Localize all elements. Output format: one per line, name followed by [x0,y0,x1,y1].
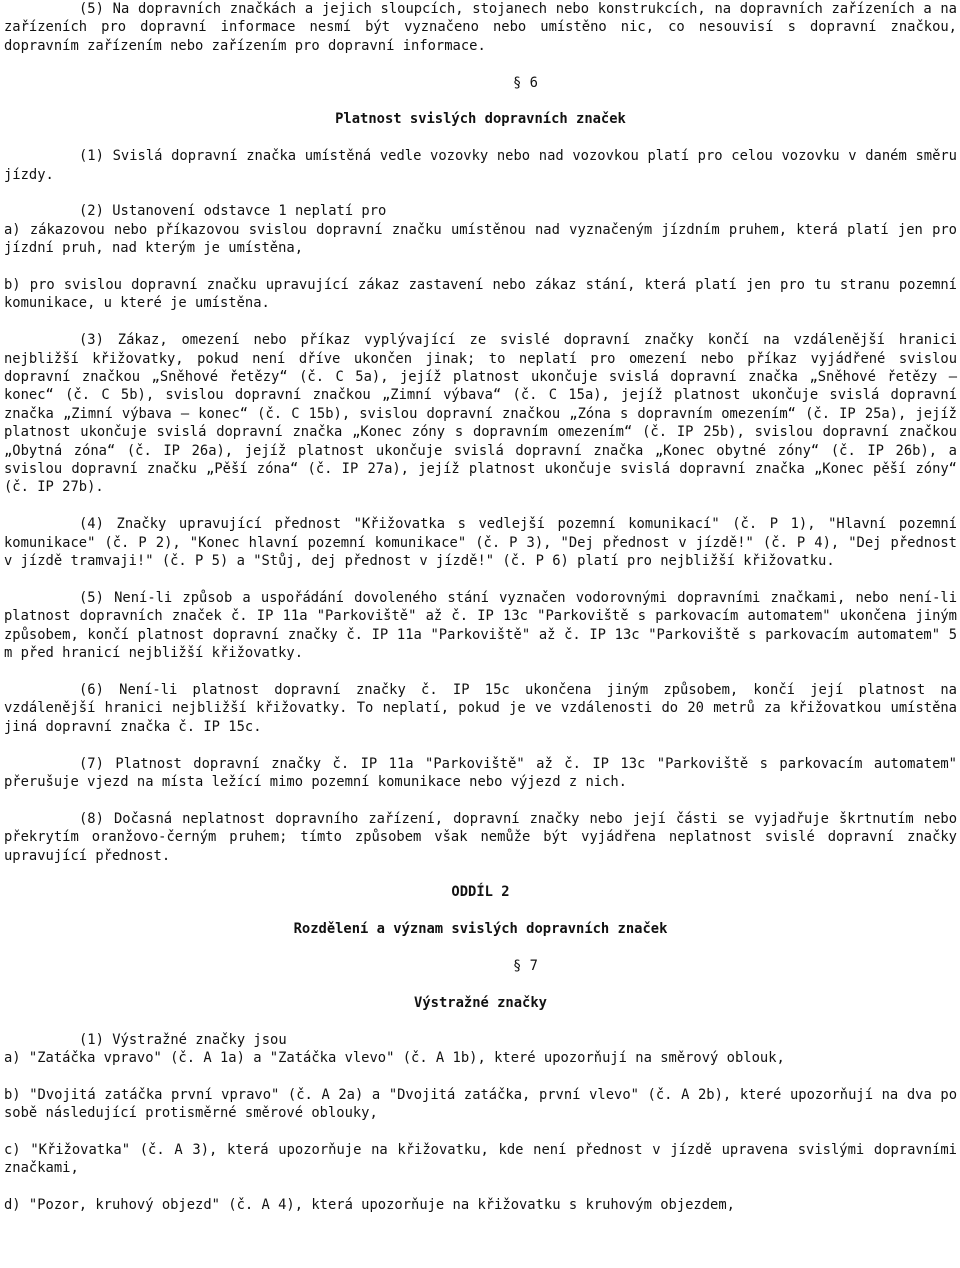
paragraph-5-top: (5) Na dopravních značkách a jejich sloupcích, stojanech nebo konstrukcích, na dopravních zařízeních a na zařízeních pro dopravní informace nesmí být vyznačeno nebo umístěno nic, co nesouvisí s dopravní značkou, dopravním zařízením nebo zařízením pro dopravní informace. [4,1,957,54]
spacer [4,570,957,588]
section-6-paragraph-8: (8) Dočasná neplatnost dopravního zařízení, dopravní značky nebo její části se vyjadřuje škrtnutím nebo překrytím oranžovo-černým pruhem; tímto způsobem však nemůže být vyjádřena neplatnost svislé dopravní značky upravující přednost. [4,810,957,864]
spacer [4,258,957,276]
section-6-paragraph-6: (6) Není-li platnost dopravní značky č. IP 15c ukončena jiným způsobem, končí její platnost na vzdálenější hranici nejbližší křižovatky. To neplatí, pokud je ve vzdálenosti do 20 metrů za křižovatkou umístěna jiná dopravní značka č. IP 15c. [4,681,957,735]
section-7-item-d: d) "Pozor, kruhový objezd" (č. A 4), která upozorňuje na křižovatku s kruhovým objezdem, [4,1197,735,1214]
spacer [4,1178,957,1196]
spacer [4,1067,957,1085]
spacer [4,663,957,681]
spacer [4,791,957,809]
division-2-title: Rozdělení a význam svislých dopravních značek [293,921,668,938]
spacer [4,1123,957,1141]
section-7-paragraph-1-intro: (1) Výstražné značky jsou [79,1031,287,1048]
spacer [4,736,957,754]
section-7-item-c: c) "Křižovatka" (č. A 3), která upozorňuje na křižovatku, kde není přednost v jízdě upravena svislými dopravními značkami, [4,1141,957,1177]
spacer [4,313,957,331]
section-6-paragraph-4: (4) Značky upravující přednost "Křižovatka s vedlejší pozemní komunikací" (č. P 1), "Hlavní pozemní komunikace" (č. P 2), "Konec hlavní pozemní komunikace" (č. P 3), "Dej přednost v jízdě!" (č. P 4), "Dej přednost v jízdě tramvaji!" (č. P 5) a "Stůj, dej přednost v jízdě!" (č. P 6) platí pro nejbližší křižovatku. [4,516,957,570]
spacer [4,902,957,920]
section-7-title: Výstražné značky [414,994,547,1011]
spacer [4,865,957,883]
section-7-item-a: a) "Zatáčka vpravo" (č. A 1a) a "Zatáčka vlevo" (č. A 1b), které upozorňují na směrový oblouk, [4,1049,785,1066]
section-6-paragraph-3: (3) Zákaz, omezení nebo příkaz vyplývající ze svislé dopravní značky končí na vzdálenější hranici nejbližší křižovatky, pokud není dříve ukončen jinak; to neplatí pro omezení nebo příkaz vyjádřené svislou dopravní značkou „Sněhové řetězy“ (č. C 5a), jejíž platnost ukončuje svislá dopravní značka „Sněhové řetězy – konec“ (č. C 5b), svislou dopravní značkou „Zimní výbava“ (č. C 15a), jejíž platnost ukončuje svislá dopravní značka „Zimní výbava – konec“ (č. C 15b), svislou dopravní značkou „Zóna s dopravním omezením“ (č. IP 25a), jejíž platnost ukončuje svislá dopravní značka „Konec zóny s dopravním omezením“ (č. IP 25b), svislou dopravní značkou „Obytná zóna“ (č. IP 26a), jejíž platnost ukončuje svislá dopravní značka „Konec obytné zóny“ (č. IP 26b), a svislou dopravní značku „Pěší zóna“ (č. IP 27a), jejíž platnost ukončuje svislá dopravní značka „Konec pěší zóny“ (č. IP 27b). [4,332,957,496]
section-6-mark: § 6 [513,74,538,91]
spacer [4,55,957,73]
section-6-paragraph-2-intro: (2) Ustanovení odstavce 1 neplatí pro [79,203,387,220]
spacer [4,497,957,515]
section-6-paragraph-7: (7) Platnost dopravní značky č. IP 11a "Parkoviště" až č. IP 13c "Parkoviště s parkovacím automatem" přerušuje vjezd na místa ležící mimo pozemní komunikace nebo výjezd z nich. [4,755,957,790]
spacer [4,1012,957,1030]
section-7-mark: § 7 [513,957,538,974]
section-6-paragraph-2-item-b: b) pro svislou dopravní značku upravující zákaz zastavení nebo zákaz stání, která platí jen pro tu stranu pozemní komunikace, u které je umístěna. [4,277,957,312]
section-6-paragraph-5: (5) Není-li způsob a uspořádání dovoleného stání vyznačen vodorovnými dopravními značkami, nebo není-li platnost dopravních značek č. IP 11a "Parkoviště" až č. IP 13c "Parkoviště s parkovacím automatem" ukončena jiným způsobem, končí platnost dopravní značky č. IP 11a "Parkoviště" až č. IP 13c "Parkoviště s parkovacím automatem" 5 m před hranicí nejbližší křižovatky. [4,589,957,662]
spacer [4,129,957,147]
spacer [4,184,957,202]
section-6-paragraph-1: (1) Svislá dopravní značka umístěná vedle vozovky nebo nad vozovkou platí pro celou vozovku v daném směru jízdy. [4,148,957,183]
section-7-item-b: b) "Dvojitá zatáčka první vpravo" (č. A 2a) a "Dvojitá zatáčka, první vlevo" (č. A 2b), které upozorňují na dva po sobě následující protisměrné směrové oblouky, [4,1086,957,1122]
spacer [4,975,957,993]
section-6-paragraph-2-item-a: a) zákazovou nebo příkazovou svislou dopravní značku umístěnou nad vyznačeným jízdním pruhem, která platí jen pro jízdní pruh, nad kterým je umístěna, [4,221,957,257]
division-2-label: ODDÍL 2 [451,884,510,901]
spacer [4,92,957,110]
section-6-title: Platnost svislých dopravních značek [335,111,626,128]
spacer [4,939,957,957]
document-page [4,0,957,1215]
